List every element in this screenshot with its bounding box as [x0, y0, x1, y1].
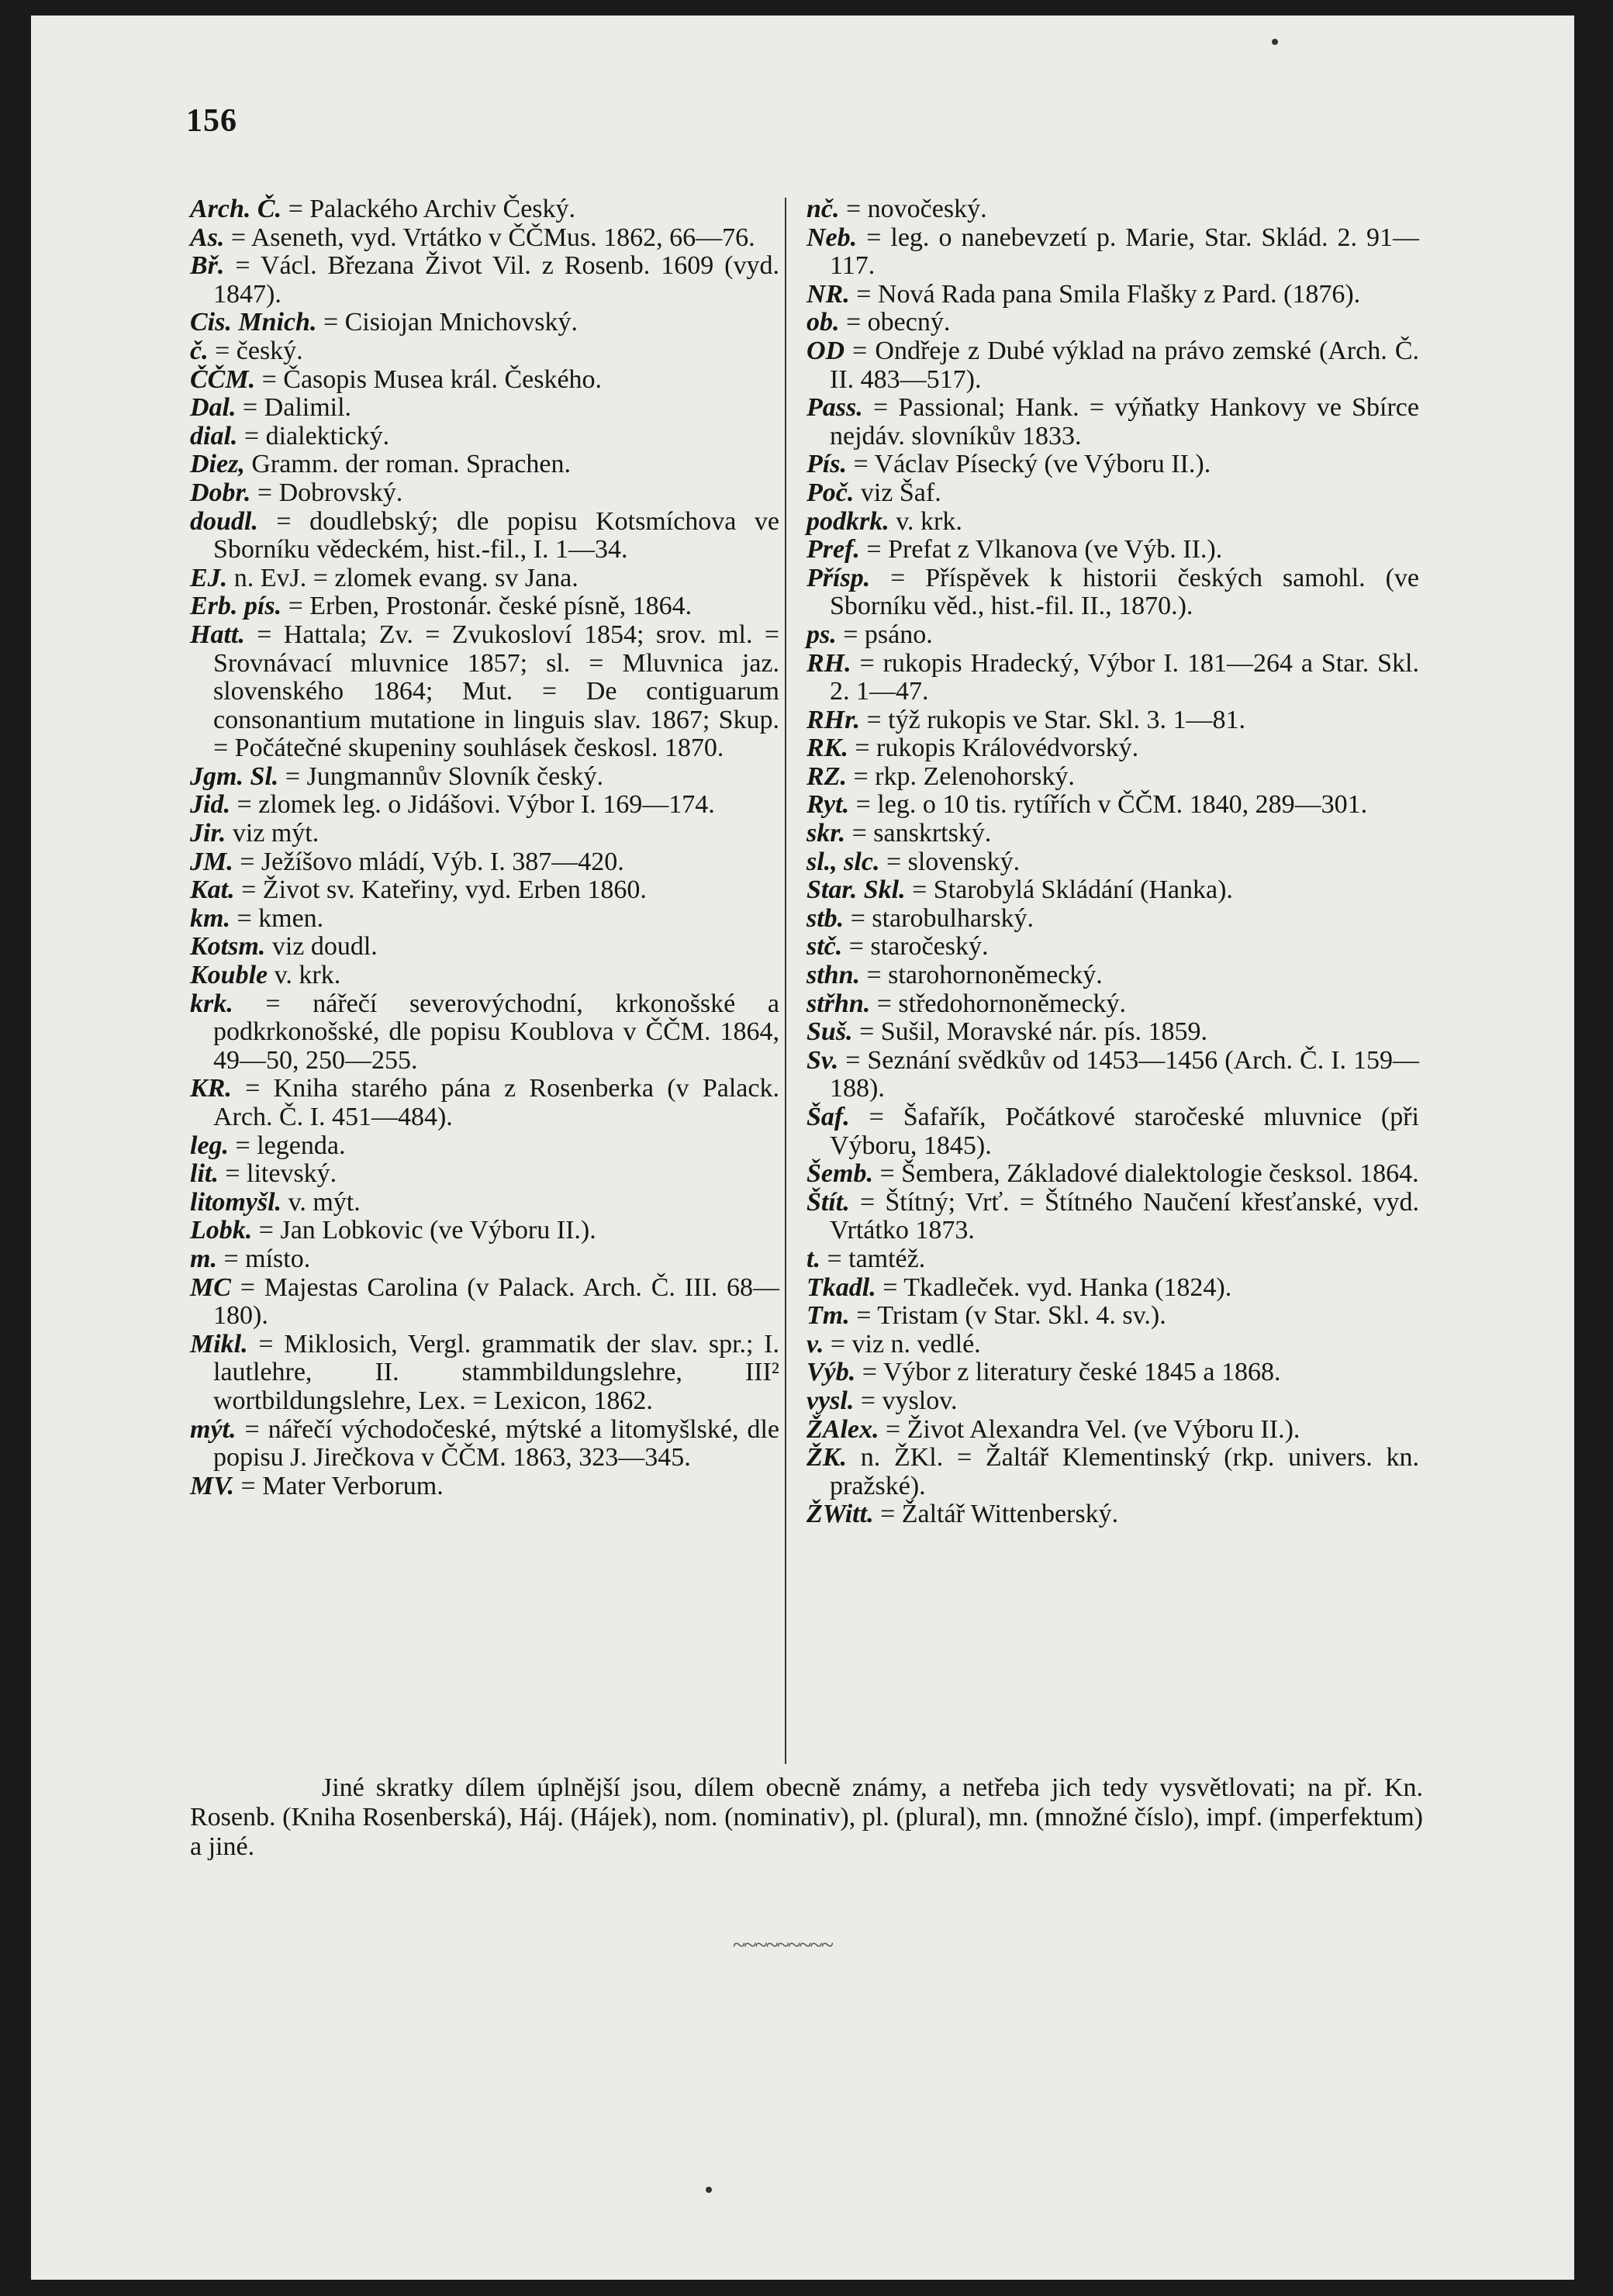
abbreviation-column-left: [190, 195, 779, 1500]
abbreviation-entry: [190, 394, 779, 423]
abbreviation-definition: = leg. o nanebevzetí p. Marie, Star. Sklád. 2. 91—117.: [830, 223, 1419, 281]
abbreviation-entry: [190, 1132, 779, 1161]
abbreviation-definition: = Život Alexandra Vel. (ve Výboru II.).: [885, 1414, 1300, 1444]
decorative-flourish: ~~~~~~~~~: [733, 1932, 833, 1958]
abbreviation-entry: [806, 309, 1419, 337]
abbreviation-term: Přísp.: [806, 563, 871, 592]
abbreviation-entry: [806, 621, 1419, 650]
abbreviation-term: Pass.: [806, 393, 863, 423]
abbreviation-term: vysl.: [806, 1386, 855, 1415]
abbreviation-definition: = týž rukopis ve Star. Skl. 3. 1—81.: [866, 705, 1246, 734]
abbreviation-term: skr.: [806, 819, 846, 848]
abbreviation-term: v.: [806, 1329, 824, 1359]
abbreviation-term: Sv.: [806, 1045, 839, 1075]
abbreviation-entry: [806, 734, 1419, 763]
abbreviation-term: ob.: [806, 308, 840, 337]
abbreviation-entry: [190, 224, 779, 253]
page-number: 156: [186, 103, 237, 139]
abbreviation-term: As.: [190, 223, 225, 252]
abbreviation-term: nč.: [806, 195, 840, 223]
abbreviation-definition: = novočeský.: [846, 195, 987, 223]
abbreviation-definition: = Výbor z literatury české 1845 a 1868.: [862, 1358, 1281, 1387]
abbreviation-term: RHr.: [806, 705, 860, 734]
abbreviation-term: stb.: [806, 903, 844, 933]
abbreviation-definition: = kmen.: [237, 903, 324, 933]
abbreviation-definition: = starobulharský.: [850, 903, 1034, 933]
abbreviation-definition: = Seznání svědkův od 1453—1456 (Arch. Č. I. 159—188).: [830, 1045, 1419, 1103]
abbreviation-definition: = slovenský.: [886, 847, 1021, 876]
abbreviation-term: Poč.: [806, 478, 855, 507]
abbreviation-entry: [190, 1331, 779, 1416]
abbreviation-entry: [806, 536, 1419, 565]
abbreviation-entry: [190, 962, 779, 990]
abbreviation-entry: [190, 1245, 779, 1274]
abbreviation-definition: viz doudl.: [271, 932, 378, 962]
abbreviation-term: Dobr.: [190, 478, 251, 507]
abbreviation-entry: [190, 1217, 779, 1245]
abbreviation-entry: [806, 1245, 1419, 1274]
abbreviation-entry: [190, 1416, 779, 1473]
abbreviation-entry: [190, 451, 779, 479]
abbreviation-entry: [806, 1359, 1419, 1387]
abbreviation-definition: = Štítný; Vrť. = Štítného Naučení křesťanské, vyd. Vrtátko 1873.: [830, 1187, 1419, 1245]
abbreviation-term: mýt.: [190, 1414, 237, 1444]
abbreviation-entry: [190, 195, 779, 224]
abbreviation-term: Šaf.: [806, 1103, 850, 1131]
abbreviation-entry: [806, 1387, 1419, 1416]
abbreviation-term: č.: [190, 336, 209, 365]
abbreviation-definition: = rukopis Hradecký, Výbor I. 181—264 a Star. Skl. 2. 1—47.: [830, 648, 1419, 706]
abbreviation-entry: [806, 962, 1419, 990]
abbreviation-term: Tm.: [806, 1301, 850, 1331]
abbreviation-definition: n. ŽKl. = Žaltář Klementinský (rkp. univers. kn. pražské).: [830, 1443, 1419, 1500]
abbreviation-definition: = český.: [215, 336, 303, 365]
abbreviation-term: Kat.: [190, 875, 235, 905]
abbreviation-definition: = starohornoněmecký.: [866, 961, 1103, 990]
abbreviation-term: Tkadl.: [806, 1272, 876, 1302]
print-speck: [1272, 39, 1278, 45]
abbreviation-entry: [806, 706, 1419, 735]
abbreviation-entry: [190, 876, 779, 905]
book-page: [31, 16, 1574, 2280]
abbreviation-definition: viz Šaf.: [860, 478, 941, 507]
abbreviation-term: MC: [190, 1272, 231, 1302]
abbreviation-term: NR.: [806, 279, 850, 309]
abbreviation-entry: [190, 1274, 779, 1331]
abbreviation-term: lit.: [190, 1159, 219, 1189]
abbreviation-definition: = Žaltář Wittenberský.: [880, 1500, 1119, 1529]
abbreviation-definition: = Palackého Archiv Český.: [288, 195, 576, 223]
abbreviation-term: ŽWitt.: [806, 1500, 874, 1529]
abbreviation-entry: [806, 933, 1419, 962]
abbreviation-definition: = Jungmannův Slovník český.: [285, 761, 603, 791]
abbreviation-term: Jid.: [190, 790, 230, 820]
abbreviation-term: Šemb.: [806, 1159, 873, 1189]
abbreviation-definition: = Václ. Březana Život Vil. z Rosenb. 1609 (vyd. 1847).: [213, 251, 779, 309]
abbreviation-definition: = obecný.: [846, 308, 951, 337]
abbreviation-definition: = Kniha starého pána z Rosenberka (v Palack. Arch. Č. I. 451—484).: [213, 1074, 779, 1131]
abbreviation-entry: [806, 1416, 1419, 1445]
abbreviation-definition: = nářečí východočeské, mýtské a litomyšlské, dle popisu J. Jirečkova v ČČM. 1863, 323—345.: [213, 1414, 779, 1473]
abbreviation-entry: [806, 195, 1419, 224]
abbreviation-entry: [190, 366, 779, 395]
abbreviation-term: RH.: [806, 648, 851, 678]
abbreviation-entry: [806, 508, 1419, 537]
abbreviation-definition: = legenda.: [235, 1131, 346, 1160]
abbreviation-term: doudl.: [190, 506, 258, 536]
abbreviation-definition: = rukopis Královédvorský.: [855, 734, 1139, 763]
abbreviation-term: stč.: [806, 932, 843, 962]
abbreviation-term: podkrk.: [806, 506, 889, 536]
abbreviation-entry: [190, 423, 779, 451]
abbreviation-term: Jgm. Sl.: [190, 761, 279, 791]
abbreviation-definition: = středohornoněmecký.: [876, 989, 1127, 1018]
abbreviation-term: Kotsm.: [190, 932, 266, 962]
abbreviation-entry: [806, 763, 1419, 792]
abbreviation-term: Star. Skl.: [806, 875, 906, 905]
abbreviation-entry: [806, 1331, 1419, 1359]
abbreviation-term: MV.: [190, 1471, 235, 1500]
abbreviation-definition: = Šembera, Základové dialektologie česksol. 1864.: [879, 1159, 1419, 1189]
abbreviation-definition: = Mater Verborum.: [240, 1471, 444, 1500]
abbreviation-term: Dal.: [190, 393, 237, 423]
abbreviation-term: Neb.: [806, 223, 858, 252]
abbreviation-term: ŽK.: [806, 1443, 847, 1473]
abbreviation-entry: [190, 252, 779, 309]
abbreviation-entry: [806, 820, 1419, 848]
abbreviation-term: Hatt.: [190, 620, 245, 649]
abbreviation-term: m.: [190, 1244, 217, 1273]
abbreviation-term: Výb.: [806, 1358, 856, 1387]
abbreviation-term: ČČM.: [190, 364, 256, 394]
abbreviation-entry: [806, 1274, 1419, 1303]
abbreviation-definition: = Tristam (v Star. Skl. 4. sv.).: [856, 1301, 1166, 1331]
abbreviation-entry: [190, 592, 779, 621]
abbreviation-definition: = viz n. vedlé.: [830, 1329, 981, 1359]
abbreviation-term: Pref.: [806, 535, 860, 565]
abbreviation-definition: = Cisiojan Mnichovský.: [323, 308, 578, 337]
abbreviation-definition: = Dalimil.: [243, 393, 352, 423]
abbreviation-entry: [190, 621, 779, 763]
abbreviation-term: krk.: [190, 989, 233, 1018]
abbreviation-definition: = nářečí severovýchodní, krkonošské a podkrkonošské, dle popisu Koublova v ČČM. 1864, 49—50, 250—255.: [213, 989, 779, 1075]
abbreviation-entry: [806, 876, 1419, 905]
abbreviation-entry: [806, 905, 1419, 934]
abbreviation-definition: = sanskrtský.: [851, 819, 992, 848]
abbreviation-term: Štít.: [806, 1187, 850, 1217]
abbreviation-definition: viz mýt.: [232, 819, 319, 848]
abbreviation-term: leg.: [190, 1131, 230, 1160]
abbreviation-term: RZ.: [806, 761, 847, 791]
abbreviation-entry: [190, 791, 779, 820]
abbreviation-entry: [806, 848, 1419, 877]
abbreviation-term: Lobk.: [190, 1216, 253, 1245]
abbreviation-definition: = Erben, Prostonár. české písně, 1864.: [288, 592, 693, 621]
abbreviation-definition: = Nová Rada pana Smila Flašky z Pard. (1876).: [856, 279, 1361, 309]
abbreviation-term: OD: [806, 336, 845, 365]
abbreviation-entry: [190, 990, 779, 1075]
abbreviation-definition: = staročeský.: [848, 932, 989, 962]
abbreviation-entry: [806, 337, 1419, 394]
abbreviation-definition: = psáno.: [843, 620, 933, 649]
abbreviation-term: KR.: [190, 1074, 232, 1103]
abbreviation-definition: v. krk.: [896, 506, 962, 536]
abbreviation-definition: = Život sv. Kateřiny, vyd. Erben 1860.: [241, 875, 647, 905]
abbreviation-term: Pís.: [806, 450, 847, 479]
abbreviation-entry: [806, 1189, 1419, 1245]
abbreviation-term: Erb. pís.: [190, 592, 282, 621]
abbreviation-definition: = Ježíšovo mládí, Výb. I. 387—420.: [240, 847, 624, 876]
abbreviation-entry: [190, 508, 779, 565]
abbreviation-term: Mikl.: [190, 1329, 248, 1359]
abbreviation-entry: [190, 565, 779, 593]
abbreviation-term: km.: [190, 903, 230, 933]
column-divider: [785, 198, 786, 1764]
abbreviation-definition: = Prefat z Vlkanova (ve Výb. II.).: [866, 535, 1223, 565]
abbreviation-definition: = dialektický.: [244, 421, 390, 451]
abbreviation-definition: = Šafařík, Počátkové staročeské mluvnice (při Výboru, 1845).: [830, 1103, 1419, 1160]
abbreviation-definition: = Majestas Carolina (v Palack. Arch. Č. III. 68—180).: [213, 1272, 780, 1331]
abbreviation-definition: = tamtéž.: [827, 1244, 926, 1273]
abbreviation-entry: [190, 933, 779, 962]
abbreviation-term: střhn.: [806, 989, 871, 1018]
abbreviation-definition: Gramm. der roman. Sprachen.: [251, 450, 571, 479]
abbreviation-entry: [806, 479, 1419, 508]
abbreviation-term: sl., slc.: [806, 847, 880, 876]
abbreviation-term: Bř.: [190, 251, 225, 281]
abbreviation-definition: = Aseneth, vyd. Vrtátko v ČČMus. 1862, 66—76.: [230, 223, 755, 252]
abbreviation-entry: [190, 337, 779, 366]
abbreviation-entry: [806, 1160, 1419, 1189]
abbreviation-definition: = Miklosich, Vergl. grammatik der slav. spr.; I. lautlehre, II. stammbildungslehre, III² wortbildungslehre, Lex. = Lexicon, 1862.: [213, 1329, 779, 1415]
abbreviation-entry: [190, 309, 779, 337]
abbreviation-definition: v. krk.: [274, 961, 341, 990]
abbreviation-definition: = vyslov.: [860, 1386, 958, 1415]
abbreviation-definition: = Příspěvek k historii českých samohl. (ve Sborníku věd., hist.-fil. II., 1870.).: [830, 563, 1419, 621]
abbreviation-entry: [190, 1075, 779, 1131]
abbreviation-definition: = Dobrovský.: [257, 478, 403, 507]
abbreviation-term: Jir.: [190, 819, 226, 848]
abbreviation-term: Arch. Č.: [190, 195, 282, 223]
abbreviation-entry: [806, 990, 1419, 1019]
abbreviation-entry: [190, 479, 779, 508]
footnote-paragraph: Jiné skratky dílem úplnější jsou, dílem obecně známy, a netřeba jich tedy vysvětlovati; na př. Kn. Rosenb. (Kniha Rosenberská), Háj. (Hájek), nom. (nominativ), pl. (plural), mn. (množné číslo), impf. (imperfektum) a jiné.: [190, 1773, 1423, 1861]
abbreviation-entry: [190, 848, 779, 877]
abbreviation-term: Cis. Mnich.: [190, 308, 317, 337]
abbreviation-definition: = Sušil, Moravské nár. pís. 1859.: [859, 1017, 1207, 1047]
abbreviation-entry: [806, 1500, 1419, 1529]
abbreviation-entry: [190, 763, 779, 792]
print-speck: [706, 2187, 712, 2193]
abbreviation-entry: [806, 565, 1419, 621]
abbreviation-entry: [806, 281, 1419, 309]
abbreviation-term: Diez,: [190, 450, 245, 479]
abbreviation-term: JM.: [190, 847, 233, 876]
abbreviation-entry: [806, 1047, 1419, 1103]
abbreviation-column-right: [806, 195, 1419, 1529]
abbreviation-definition: = Ondřeje z Dubé výklad na právo zemské (Arch. Č. II. 483—517).: [830, 336, 1420, 394]
abbreviation-definition: = Tkadleček. vyd. Hanka (1824).: [882, 1272, 1232, 1302]
abbreviation-entry: [190, 820, 779, 848]
abbreviation-term: ps.: [806, 620, 837, 649]
abbreviation-term: ŽAlex.: [806, 1414, 879, 1444]
abbreviation-definition: n. EvJ. = zlomek evang. sv Jana.: [233, 563, 579, 592]
abbreviation-entry: [806, 650, 1419, 706]
abbreviation-entry: [806, 1103, 1419, 1160]
abbreviation-entry: [806, 791, 1419, 820]
abbreviation-term: Kouble: [190, 961, 268, 990]
abbreviation-entry: [806, 1302, 1419, 1331]
abbreviation-entry: [806, 394, 1419, 451]
abbreviation-entry: [190, 1473, 779, 1501]
abbreviation-term: dial.: [190, 421, 238, 451]
abbreviation-definition: = Václav Písecký (ve Výboru II.).: [853, 450, 1211, 479]
abbreviation-term: t.: [806, 1244, 820, 1273]
abbreviation-term: sthn.: [806, 961, 860, 990]
abbreviation-definition: = Starobylá Skládání (Hanka).: [912, 875, 1233, 905]
abbreviation-definition: v. mýt.: [288, 1187, 361, 1217]
abbreviation-entry: [190, 1189, 779, 1217]
abbreviation-term: Suš.: [806, 1017, 853, 1047]
abbreviation-definition: = Hattala; Zv. = Zvukosloví 1854; srov. ml. = Srovnávací mluvnice 1857; sl. = Mluvnica jaz. slovenského 1864; Mut. = De contiguarum consonantium mutatione in linguis slav. 1867; Skup. = Počátečné skupeniny souhlásek českosl. 1870.: [213, 620, 779, 763]
abbreviation-term: EJ.: [190, 563, 228, 592]
abbreviation-definition: = Časopis Musea král. Českého.: [261, 364, 603, 394]
abbreviation-entry: [806, 1018, 1419, 1047]
abbreviation-entry: [190, 905, 779, 934]
abbreviation-definition: = leg. o 10 tis. rytířích v ČČM. 1840, 289—301.: [855, 790, 1368, 820]
abbreviation-definition: = místo.: [223, 1244, 311, 1273]
abbreviation-definition: = doudlebský; dle popisu Kotsmíchova ve Sborníku vědeckém, hist.-fil., I. 1—34.: [213, 506, 779, 565]
abbreviation-definition: = rkp. Zelenohorský.: [853, 761, 1075, 791]
abbreviation-definition: = zlomek leg. o Jidášovi. Výbor I. 169—174.: [237, 790, 715, 820]
abbreviation-term: RK.: [806, 734, 848, 763]
abbreviation-entry: [806, 224, 1419, 281]
abbreviation-entry: [190, 1160, 779, 1189]
abbreviation-entry: [806, 451, 1419, 479]
abbreviation-term: litomyšl.: [190, 1187, 282, 1217]
abbreviation-term: Ryt.: [806, 790, 850, 820]
abbreviation-entry: [806, 1444, 1419, 1500]
abbreviation-definition: = Passional; Hank. = výňatky Hankovy ve Sbírce nejdáv. slovníkův 1833.: [830, 393, 1419, 451]
abbreviation-definition: = litevský.: [225, 1159, 337, 1189]
abbreviation-definition: = Jan Lobkovic (ve Výboru II.).: [258, 1216, 596, 1245]
